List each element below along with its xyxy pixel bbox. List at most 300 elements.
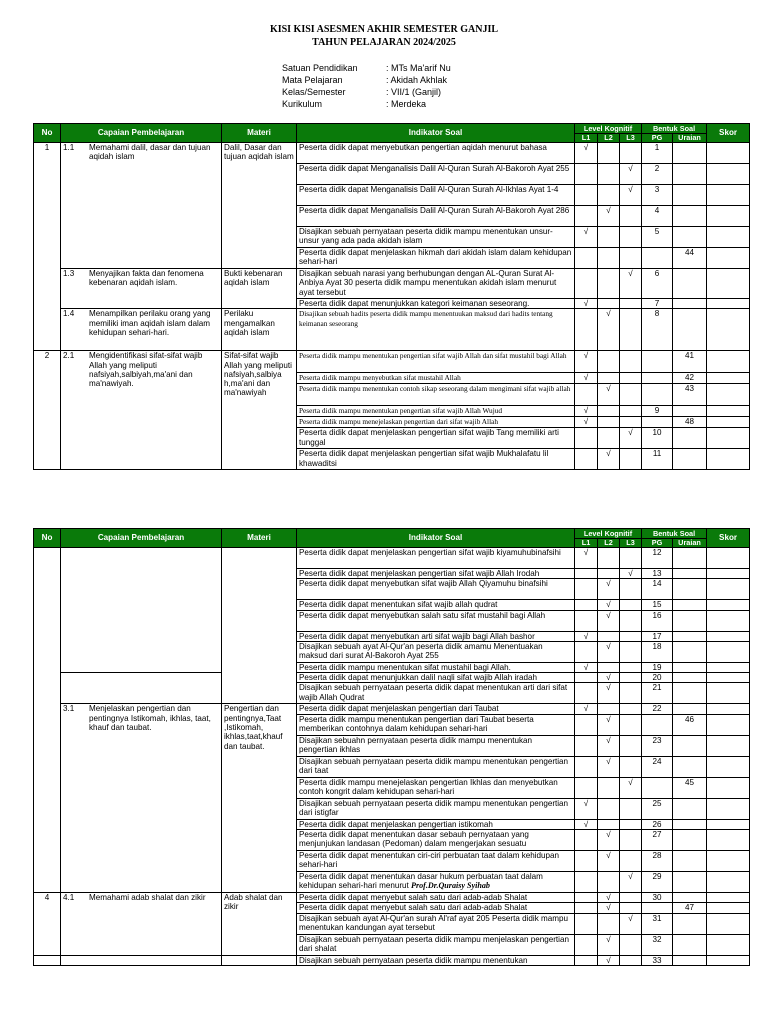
pg-cell: 26 — [642, 819, 673, 829]
no-cell: 2 — [34, 351, 61, 470]
indikator-cell — [297, 673, 575, 683]
uraian-cell — [673, 934, 707, 955]
indikator-text: Peserta didik dapat menyebutkan arti sifat wajib bagi Allah bashor — [299, 631, 535, 641]
meta-value: : VII/1 (Ganjil) — [386, 87, 442, 97]
level-l3-cell: √ — [620, 569, 642, 579]
indikator-text: Peserta didik mampu menentukan pengertian sifat wajib Allah Wujud — [299, 406, 503, 416]
level-l3-cell: √ — [620, 913, 642, 934]
indikator-cell — [297, 579, 575, 600]
pg-cell — [642, 903, 673, 913]
capaian-cell — [61, 143, 222, 269]
skor-cell — [707, 373, 750, 384]
level-l1-cell — [575, 641, 598, 662]
uraian-cell — [673, 579, 707, 600]
uraian-cell — [673, 955, 707, 965]
indikator-cell — [297, 351, 575, 373]
meta-value: : Merdeka — [386, 99, 427, 109]
pg-cell: 18 — [642, 641, 673, 662]
capaian-cell — [61, 673, 222, 704]
skor-cell — [707, 569, 750, 579]
capaian-cell — [61, 309, 222, 351]
level-l3-cell — [620, 309, 642, 351]
header-no: No — [34, 124, 61, 143]
indikator-cell — [297, 548, 575, 569]
level-l2-cell — [598, 913, 620, 934]
capaian-text: Mengidentifikasi sifat-sifat wajib Allah yang meliputi nafsiyah,salbiyah,ma'ani dan ma'nawiyah. — [89, 351, 203, 389]
pg-cell: 32 — [642, 934, 673, 955]
pg-cell: 10 — [642, 428, 673, 449]
skor-cell — [707, 248, 750, 269]
skor-cell — [707, 756, 750, 777]
level-l2-cell — [598, 548, 620, 569]
indikator-cell — [297, 641, 575, 662]
indikator-cell — [297, 309, 575, 351]
indikator-text: Peserta didik dapat menjelaskan pengertian dari Taubat — [299, 704, 499, 714]
uraian-cell — [673, 830, 707, 851]
skor-cell — [707, 913, 750, 934]
level-l2-cell: √ — [598, 206, 620, 227]
level-l1-cell — [575, 777, 598, 798]
indikator-text: Peserta didik dapat menyebutkan sifat wajib Allah Qiyamuhu binafsihi — [299, 579, 548, 589]
header-level: Level Kognitif — [575, 529, 642, 539]
skor-cell — [707, 893, 750, 903]
level-l3-cell — [620, 406, 642, 417]
level-l3-cell — [620, 798, 642, 819]
level-l3-cell — [620, 673, 642, 683]
level-l1-cell — [575, 569, 598, 579]
meta-key: Kurikulum — [282, 99, 323, 109]
indikator-text: Disajikan sebuahn pernyataan peserta didik mampu menentukan pengertian ikhlas — [299, 735, 533, 755]
pg-cell: 17 — [642, 631, 673, 641]
uraian-cell: 42 — [673, 373, 707, 384]
materi-cell: Sifat-sifat wajib Allah yang meliputi nafsiyah,salbiya h,ma'ani dan ma'nawiyah — [222, 351, 297, 470]
level-l2-cell — [598, 164, 620, 185]
level-l2-cell — [598, 704, 620, 714]
indikator-text: Peserta didik dapat Menganalisis Dalil Al-Quran Surah Al-Bakoroh Ayat 255 — [299, 164, 570, 173]
header-bentuk: Bentuk Soal — [642, 529, 707, 539]
indikator-text: Peserta didik dapat menyebut salah satu dari adab-adab Shalat — [299, 903, 528, 913]
pg-cell: 11 — [642, 449, 673, 470]
uraian-cell — [673, 600, 707, 610]
capaian-text: Menyajikan fakta dan fenomena kebenaran aqidah islam. — [89, 269, 204, 288]
indikator-cell — [297, 851, 575, 872]
pg-cell — [642, 248, 673, 269]
indikator-text: Peserta didik mampu menyebutkan sifat mustahil Allah — [299, 373, 461, 383]
indikator-text: Peserta didik dapat menjelaskan pengertian sifat wajib Tang memiliki arti tunggal — [299, 428, 559, 447]
level-l1-cell — [575, 913, 598, 934]
level-l1-cell — [575, 164, 598, 185]
level-l3-cell: √ — [620, 185, 642, 206]
indikator-text: Disajikan sebuah pernyataan peserta didik dapat menentukan arti dari sifat wajib Allah Qudrat — [299, 683, 568, 702]
header-no: No — [34, 529, 61, 548]
level-l2-cell — [598, 417, 620, 428]
level-l2-cell: √ — [598, 309, 620, 351]
pg-cell: 27 — [642, 830, 673, 851]
uraian-cell — [673, 309, 707, 351]
indikator-cell — [297, 185, 575, 206]
level-l3-cell — [620, 819, 642, 829]
level-l3-cell — [620, 955, 642, 965]
capaian-number: 4.1 — [63, 893, 75, 903]
uraian-cell — [673, 428, 707, 449]
pg-cell: 14 — [642, 579, 673, 600]
capaian-number: 1.3 — [63, 269, 75, 278]
capaian-text: Memahami adab shalat dan zikir — [89, 893, 206, 903]
level-l3-cell — [620, 662, 642, 672]
level-l1-cell — [575, 683, 598, 704]
level-l2-cell — [598, 872, 620, 893]
level-l2-cell: √ — [598, 893, 620, 903]
uraian-cell — [673, 673, 707, 683]
level-l3-cell — [620, 206, 642, 227]
header-level: Level Kognitif — [575, 124, 642, 134]
pg-cell: 4 — [642, 206, 673, 227]
level-l3-cell — [620, 373, 642, 384]
table-row — [34, 309, 750, 351]
level-l2-cell — [598, 428, 620, 449]
level-l1-cell — [575, 934, 598, 955]
skor-cell — [707, 798, 750, 819]
level-l1-cell — [575, 903, 598, 913]
level-l1-cell — [575, 610, 598, 631]
meta-value: : Akidah Akhlak — [386, 75, 448, 85]
uraian-cell — [673, 872, 707, 893]
uraian-cell — [673, 449, 707, 470]
uraian-cell — [673, 735, 707, 756]
skor-cell — [707, 955, 750, 965]
indikator-text: Peserta didik dapat menentukan dasar hukum perbuatan taat dalam kehidupan sehari-hari menurut — [299, 872, 543, 891]
skor-cell — [707, 600, 750, 610]
level-l1-cell — [575, 579, 598, 600]
indikator-cell — [297, 903, 575, 913]
indikator-cell — [297, 893, 575, 903]
capaian-number: 2.1 — [63, 351, 75, 361]
pg-cell: 20 — [642, 673, 673, 683]
indikator-text: Disajikan sebuah hadits peserta didik mampu menentuukan maksud dari hadits tentang keimanan seseorang — [299, 309, 553, 328]
pg-cell: 7 — [642, 299, 673, 309]
indikator-cell — [297, 373, 575, 384]
indikator-text: Disajikan sebuah ayat Al-Qur'an peserta didik amamu Menentuakan maksud dari surat Al-Bakoroh Ayat 255 — [299, 641, 543, 661]
capaian-item — [63, 269, 219, 288]
indikator-cell — [297, 704, 575, 714]
level-l3-cell — [620, 417, 642, 428]
uraian-cell — [673, 299, 707, 309]
indikator-cell — [297, 714, 575, 735]
skor-cell — [707, 449, 750, 470]
level-l2-cell: √ — [598, 673, 620, 683]
level-l3-cell — [620, 248, 642, 269]
pg-cell: 31 — [642, 913, 673, 934]
indikator-text: Peserta didik dapat menjelaskan pengertian sifat wajib Allah Irodah — [299, 569, 540, 578]
level-l2-cell — [598, 299, 620, 309]
level-l3-cell — [620, 704, 642, 714]
level-l2-cell: √ — [598, 449, 620, 470]
level-l2-cell — [598, 777, 620, 798]
level-l3-cell — [620, 903, 642, 913]
skor-cell — [707, 227, 750, 248]
uraian-cell: 43 — [673, 384, 707, 406]
level-l2-cell: √ — [598, 683, 620, 704]
materi-cell — [222, 548, 297, 704]
header-materi: Materi — [222, 124, 297, 143]
document-subtitle: TAHUN PELAJARAN 2024/2025 — [312, 37, 456, 48]
skor-cell — [707, 206, 750, 227]
pg-cell: 24 — [642, 756, 673, 777]
header-l2: L2 — [598, 134, 620, 143]
indikator-cell — [297, 683, 575, 704]
meta-key: Kelas/Semester — [282, 87, 346, 97]
indikator-text: Peserta didik dapat Menganalisis Dalil Al-Quran Surah Al-Bakoroh Ayat 286 — [299, 206, 570, 215]
level-l1-cell: √ — [575, 662, 598, 672]
indikator-cell — [297, 299, 575, 309]
header-l1: L1 — [575, 539, 598, 548]
level-l3-cell: √ — [620, 269, 642, 299]
pg-cell: 1 — [642, 143, 673, 164]
skor-cell — [707, 735, 750, 756]
uraian-cell: 45 — [673, 777, 707, 798]
level-l2-cell: √ — [598, 830, 620, 851]
capaian-item — [63, 893, 219, 902]
capaian-number: 1.4 — [63, 309, 75, 319]
skor-cell — [707, 641, 750, 662]
indikator-text: Peserta didik dapat menjelaskan pengertian sifat wajib kiyamuhubinafsihi — [299, 548, 561, 557]
header-l3: L3 — [620, 134, 642, 143]
uraian-cell — [673, 893, 707, 903]
pg-cell: 12 — [642, 548, 673, 569]
capaian-cell — [61, 893, 222, 956]
header-l1: L1 — [575, 134, 598, 143]
capaian-item — [63, 143, 219, 162]
indikator-text: Peserta didik dapat menjelaskan pengertian sifat wajib Mukhalafatu lil khawaditsi — [299, 449, 549, 468]
level-l1-cell — [575, 428, 598, 449]
capaian-text: Menampilkan perilaku orang yang memiliki iman aqidah islam dalam kehidupan sehari-hari. — [89, 309, 211, 337]
indikator-cell — [297, 569, 575, 579]
indikator-cell — [297, 269, 575, 299]
capaian-text: Menjelaskan pengertian dan pentingnya Istikomah, ikhlas, taat, khauf dan taubat. — [89, 704, 211, 733]
indikator-cell — [297, 428, 575, 449]
indikator-cell — [297, 631, 575, 641]
materi-cell: Pengertian dan pentingnya,Taat ,Istikomah, ikhlas,taat,khauf dan taubat. — [222, 704, 297, 893]
level-l2-cell — [598, 798, 620, 819]
skor-cell — [707, 143, 750, 164]
skor-cell — [707, 673, 750, 683]
level-l1-cell — [575, 269, 598, 299]
skor-cell — [707, 384, 750, 406]
level-l3-cell — [620, 449, 642, 470]
indikator-text: Peserta didik dapat menentukan dasar sebauh pernyataan yang menjunjukan landasan (Pedoman) dalam mengerjakan sesuatu — [299, 830, 529, 849]
uraian-cell — [673, 185, 707, 206]
skor-cell — [707, 683, 750, 704]
indikator-cell — [297, 756, 575, 777]
header-pg: PG — [642, 134, 673, 143]
pg-cell: 16 — [642, 610, 673, 631]
level-l1-cell: √ — [575, 406, 598, 417]
level-l3-cell: √ — [620, 428, 642, 449]
skor-cell — [707, 269, 750, 299]
level-l3-cell — [620, 641, 642, 662]
indikator-text: Disajikan sebuah pernyataan peserta didik mampu menentukan pengertian dari istigfar — [299, 798, 569, 818]
uraian-cell: 44 — [673, 248, 707, 269]
uraian-cell — [673, 851, 707, 872]
capaian-cell — [61, 704, 222, 893]
uraian-cell — [673, 548, 707, 569]
level-l2-cell: √ — [598, 955, 620, 965]
header-capaian: Capaian Pembelajaran — [61, 529, 222, 548]
level-l1-cell — [575, 735, 598, 756]
uraian-cell — [673, 164, 707, 185]
level-l1-cell — [575, 851, 598, 872]
level-l2-cell: √ — [598, 610, 620, 631]
level-l3-cell — [620, 600, 642, 610]
kisi-kisi-table-1 — [33, 123, 750, 470]
no-cell — [34, 955, 61, 965]
level-l3-cell — [620, 683, 642, 704]
indikator-cell — [297, 872, 575, 893]
pg-cell: 25 — [642, 798, 673, 819]
level-l2-cell — [598, 631, 620, 641]
pg-cell: 15 — [642, 600, 673, 610]
pg-cell: 22 — [642, 704, 673, 714]
indikator-cell — [297, 449, 575, 470]
capaian-cell — [61, 351, 222, 470]
skor-cell — [707, 351, 750, 373]
header-l3: L3 — [620, 539, 642, 548]
level-l1-cell: √ — [575, 299, 598, 309]
level-l2-cell: √ — [598, 903, 620, 913]
indikator-text: Peserta didik mampu menentukan pengertian dari Taubat beserta memberikan contohnya dalam kehidupan sehari-hari — [299, 714, 534, 734]
indikator-text: Disajikan sebuah narasi yang berhubungan dengan AL-Quran Surat Al-Anbiya Ayat 30 peserta didik mampu menentukan akidah islam menurut ayat tersebut — [299, 269, 557, 297]
pg-cell: 5 — [642, 227, 673, 248]
skor-cell — [707, 819, 750, 829]
table-row — [34, 893, 750, 903]
capaian-number: 3.1 — [63, 704, 75, 714]
uraian-cell — [673, 913, 707, 934]
indikator-cell — [297, 384, 575, 406]
level-l3-cell — [620, 756, 642, 777]
header-uraian: Uraian — [673, 539, 707, 548]
level-l3-cell — [620, 851, 642, 872]
no-cell — [34, 548, 61, 893]
indikator-cell — [297, 798, 575, 819]
meta-key: Satuan Pendidikan — [282, 63, 358, 73]
skor-cell — [707, 548, 750, 569]
pg-cell: 33 — [642, 955, 673, 965]
level-l1-cell — [575, 206, 598, 227]
level-l1-cell: √ — [575, 819, 598, 829]
level-l3-cell — [620, 934, 642, 955]
header-materi: Materi — [222, 529, 297, 548]
indikator-cell — [297, 830, 575, 851]
indikator-cell — [297, 600, 575, 610]
header-bentuk: Bentuk Soal — [642, 124, 707, 134]
indikator-text: Peserta didik dapat menyebutkan pengertian aqidah menurut bahasa — [299, 143, 547, 152]
header-pg: PG — [642, 539, 673, 548]
header-skor: Skor — [707, 529, 750, 548]
materi-cell: Perilaku mengamalkan aqidah islam — [222, 309, 297, 351]
level-l1-cell — [575, 309, 598, 351]
indikator-text: Peserta didik dapat menunjukkan dalil naqli sifat wajib Allah iradah — [299, 673, 538, 683]
uraian-cell: 48 — [673, 417, 707, 428]
level-l2-cell — [598, 662, 620, 672]
uraian-cell: 46 — [673, 714, 707, 735]
indikator-text: Peserta didik dapat menentukan sifat wajib allah qudrat — [299, 600, 498, 610]
materi-cell — [222, 955, 297, 965]
skor-cell — [707, 185, 750, 206]
indikator-cell — [297, 913, 575, 934]
indikator-cell — [297, 164, 575, 185]
materi-cell: Bukti kebenaran aqidah islam — [222, 269, 297, 309]
header-indikator: Indikator Soal — [297, 124, 575, 143]
pg-cell: 8 — [642, 309, 673, 351]
level-l2-cell — [598, 227, 620, 248]
uraian-cell — [673, 143, 707, 164]
level-l3-cell — [620, 227, 642, 248]
pg-cell — [642, 373, 673, 384]
skor-cell — [707, 309, 750, 351]
level-l1-cell — [575, 756, 598, 777]
indikator-cell — [297, 955, 575, 965]
indikator-cell — [297, 406, 575, 417]
level-l2-cell: √ — [598, 934, 620, 955]
skor-cell — [707, 428, 750, 449]
level-l1-cell: √ — [575, 631, 598, 641]
pg-cell: 28 — [642, 851, 673, 872]
uraian-cell — [673, 227, 707, 248]
capaian-item — [63, 309, 219, 337]
skor-cell — [707, 610, 750, 631]
indikator-text: Peserta didik dapat menjelaskan hikmah dari akidah islam dalam kehidupan sehari-hari — [299, 248, 572, 267]
uraian-cell — [673, 756, 707, 777]
level-l2-cell — [598, 406, 620, 417]
level-l2-cell — [598, 569, 620, 579]
level-l2-cell: √ — [598, 384, 620, 406]
level-l1-cell: √ — [575, 548, 598, 569]
skor-cell — [707, 851, 750, 872]
capaian-item — [63, 704, 219, 732]
uraian-cell — [673, 406, 707, 417]
pg-cell: 3 — [642, 185, 673, 206]
materi-cell: Dalil, Dasar dan tujuan aqidah islam — [222, 143, 297, 269]
level-l1-cell — [575, 673, 598, 683]
pg-cell — [642, 714, 673, 735]
indikator-cell — [297, 777, 575, 798]
table-row — [34, 143, 750, 164]
level-l3-cell: √ — [620, 777, 642, 798]
indikator-text: Peserta didik mampu menentukan pengertian sifat wajib Allah dan sifat mustahil bagi Allah — [299, 351, 567, 361]
header-indikator: Indikator Soal — [297, 529, 575, 548]
pg-cell: 9 — [642, 406, 673, 417]
indikator-cell — [297, 227, 575, 248]
skor-cell — [707, 714, 750, 735]
uraian-cell — [673, 704, 707, 714]
capaian-cell — [61, 955, 222, 965]
skor-cell — [707, 830, 750, 851]
meta-value: : MTs Ma'arif Nu — [386, 63, 451, 73]
level-l1-cell — [575, 248, 598, 269]
level-l1-cell — [575, 830, 598, 851]
indikator-cell — [297, 206, 575, 227]
uraian-cell — [673, 798, 707, 819]
level-l3-cell — [620, 579, 642, 600]
level-l1-cell: √ — [575, 143, 598, 164]
indikator-text: Peserta didik dapat menyebut salah satu dari adab-adab Shalat — [299, 893, 528, 903]
indikator-text: Disajikan sebuah pernyataan peserta didik mampu menjelaskan pengertian dari shalat — [299, 934, 569, 953]
indikator-text: Peserta didik dapat Menganalisis Dalil Al-Quran Surah Al-Ikhlas Ayat 1-4 — [299, 185, 559, 194]
indikator-text: Disajikan sebuah pernyataan peserta didik mampu menentukan pengertian dari taat — [299, 756, 569, 776]
pg-cell: 2 — [642, 164, 673, 185]
level-l3-cell — [620, 299, 642, 309]
level-l1-cell: √ — [575, 417, 598, 428]
